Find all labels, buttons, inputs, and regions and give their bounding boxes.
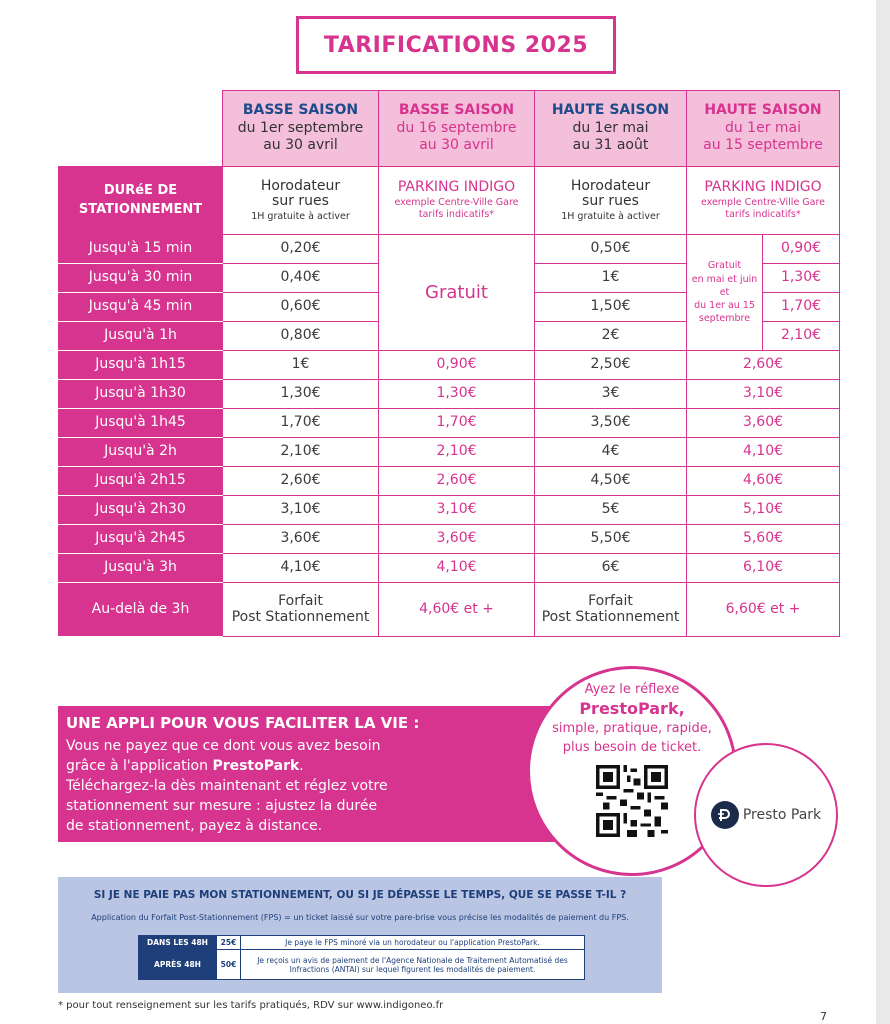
fps-period: APRÈS 48H (139, 950, 217, 980)
price-cell: 5€ (535, 496, 687, 525)
table-row (59, 409, 840, 438)
row-label: Jusqu'à 15 min (59, 235, 223, 264)
row-label: Jusqu'à 1h15 (59, 351, 223, 380)
prestopark-logo-circle (694, 743, 838, 887)
price-cell: 2,10€ (223, 438, 379, 467)
price-cell: 4€ (535, 438, 687, 467)
subheader-horodateur: Horodateur sur rues 1H gratuite à activer (535, 167, 687, 235)
table-row (59, 583, 840, 637)
qr-code-icon[interactable] (596, 765, 668, 837)
price-cell: 1,70€ (763, 293, 840, 322)
page-title: TARIFICATIONS 2025 (323, 32, 589, 58)
table-row (59, 380, 840, 409)
price-cell: 4,10€ (223, 554, 379, 583)
subheader-parking-indigo: PARKING INDIGO exemple Centre-Ville Gare tarifs indicatifs* (687, 167, 840, 235)
fps-info-box (58, 877, 662, 993)
price-cell: 4,10€ (379, 554, 535, 583)
price-cell: 2€ (535, 322, 687, 351)
forfait-cell: Forfait Post Stationnement (535, 583, 687, 637)
table-row (139, 936, 585, 950)
price-cell: 6,10€ (687, 554, 840, 583)
circle-line1: Ayez le réflexe (584, 682, 680, 697)
app-promo-title: UNE APPLI POUR VOUS FACILITER LA VIE : (66, 714, 420, 732)
page-edge (876, 0, 890, 1024)
price-cell: 5,60€ (687, 525, 840, 554)
price-cell: 5,10€ (687, 496, 840, 525)
price-cell: 0,40€ (223, 264, 379, 293)
price-cell: 0,90€ (379, 351, 535, 380)
row-label: Jusqu'à 3h (59, 554, 223, 583)
header-blank (59, 91, 223, 167)
fps-table (138, 935, 585, 980)
price-cell: 1,30€ (223, 380, 379, 409)
fps-price: 50€ (217, 950, 241, 980)
row-label: Jusqu'à 45 min (59, 293, 223, 322)
price-cell: 2,60€ (223, 467, 379, 496)
circle-brand: PrestoPark, (579, 699, 685, 718)
header-basse-saison-rues: BASSE SAISON du 1er septembre au 30 avril (223, 91, 379, 167)
price-cell: 0,80€ (223, 322, 379, 351)
page-number: 7 (820, 1010, 827, 1023)
price-cell: 6€ (535, 554, 687, 583)
row-label: Jusqu'à 2h30 (59, 496, 223, 525)
price-cell: 4,60€ et + (379, 583, 535, 637)
price-cell: 4,10€ (687, 438, 840, 467)
price-cell: 4,60€ (687, 467, 840, 496)
price-cell: 1€ (223, 351, 379, 380)
price-cell: 0,60€ (223, 293, 379, 322)
row-label: Jusqu'à 30 min (59, 264, 223, 293)
fps-text: Je reçois un avis de paiement de l'Agence Nationale de Traitement Automatisé des Infractions (ANTAI) sur lequel figurent les modalités de paiement. (241, 950, 585, 980)
fps-period: DANS LES 48H (139, 936, 217, 950)
table-row (59, 496, 840, 525)
header-haute-saison-parking: HAUTE SAISON du 1er mai au 15 septembre (687, 91, 840, 167)
price-cell: 2,10€ (379, 438, 535, 467)
table-row (59, 554, 840, 583)
table-row (59, 438, 840, 467)
row-label: Jusqu'à 2h45 (59, 525, 223, 554)
gratuit-cell: Gratuit (379, 235, 535, 351)
price-cell: 3,50€ (535, 409, 687, 438)
price-cell: 1€ (535, 264, 687, 293)
price-cell: 1,50€ (535, 293, 687, 322)
logo-name: Presto Park (742, 807, 822, 823)
duree-label: DURéE DE STATIONNEMENT (59, 167, 223, 235)
row-label: Jusqu'à 1h45 (59, 409, 223, 438)
forfait-cell: Forfait Post Stationnement (223, 583, 379, 637)
table-row (59, 351, 840, 380)
header-haute-saison-rues: HAUTE SAISON du 1er mai au 31 août (535, 91, 687, 167)
subheader-parking-indigo: PARKING INDIGO exemple Centre-Ville Gare tarifs indicatifs* (379, 167, 535, 235)
price-cell: 1,30€ (763, 264, 840, 293)
price-cell: 2,60€ (687, 351, 840, 380)
price-cell: 3,10€ (379, 496, 535, 525)
price-cell: 1,70€ (223, 409, 379, 438)
footnote: * pour tout renseignement sur les tarifs pratiqués, RDV sur www.indigoneo.fr (58, 1000, 444, 1011)
price-cell: 0,90€ (763, 235, 840, 264)
page-title-box (296, 16, 616, 74)
price-cell: 3,10€ (223, 496, 379, 525)
row-label: Jusqu'à 2h15 (59, 467, 223, 496)
subheader-horodateur: Horodateur sur rues 1H gratuite à activer (223, 167, 379, 235)
price-cell: 0,50€ (535, 235, 687, 264)
price-cell: 3,60€ (379, 525, 535, 554)
fps-price: 25€ (217, 936, 241, 950)
price-cell: 4,50€ (535, 467, 687, 496)
price-cell: 3,60€ (223, 525, 379, 554)
price-cell: 3,10€ (687, 380, 840, 409)
price-cell: 2,50€ (535, 351, 687, 380)
price-cell: 6,60€ et + (687, 583, 840, 637)
app-promo-text: Vous ne payez que ce dont vous avez besoin grâce à l'application PrestoPark. Téléchargez-la dès maintenant et réglez votre stationnement sur mesure : ajustez la durée de stationnement, payez à distance. (66, 738, 388, 834)
header-basse-saison-parking: BASSE SAISON du 16 septembre au 30 avril (379, 91, 535, 167)
table-row (59, 525, 840, 554)
price-cell: 1,30€ (379, 380, 535, 409)
table-row (59, 235, 840, 264)
price-cell: 0,20€ (223, 235, 379, 264)
fps-description: Application du Forfait Post-Stationnement (FPS) = un ticket laissé sur votre pare-brise vous précise les modalités de paiement du FPS. (91, 913, 629, 922)
prestopark-logo-icon (711, 801, 739, 829)
price-cell: 2,10€ (763, 322, 840, 351)
table-row (139, 950, 585, 980)
price-cell: 5,50€ (535, 525, 687, 554)
price-cell: 1,70€ (379, 409, 535, 438)
fps-text: Je paye le FPS minoré via un horodateur ou l'application PrestoPark. (241, 936, 585, 950)
fps-title: SI JE NE PAIE PAS MON STATIONNEMENT, OU SI JE DÉPASSE LE TEMPS, QUE SE PASSE T-IL ? (93, 889, 627, 901)
tarifs-table (58, 90, 840, 637)
row-label: Jusqu'à 2h (59, 438, 223, 467)
gratuit-note-cell: Gratuit en mai et juin et du 1er au 15 septembre (687, 235, 763, 351)
row-label: Au-delà de 3h (59, 583, 223, 637)
row-label: Jusqu'à 1h (59, 322, 223, 351)
circle-tagline: simple, pratique, rapide, plus besoin de ticket. (552, 721, 712, 755)
price-cell: 3€ (535, 380, 687, 409)
table-row (59, 467, 840, 496)
price-cell: 3,60€ (687, 409, 840, 438)
row-label: Jusqu'à 1h30 (59, 380, 223, 409)
price-cell: 2,60€ (379, 467, 535, 496)
